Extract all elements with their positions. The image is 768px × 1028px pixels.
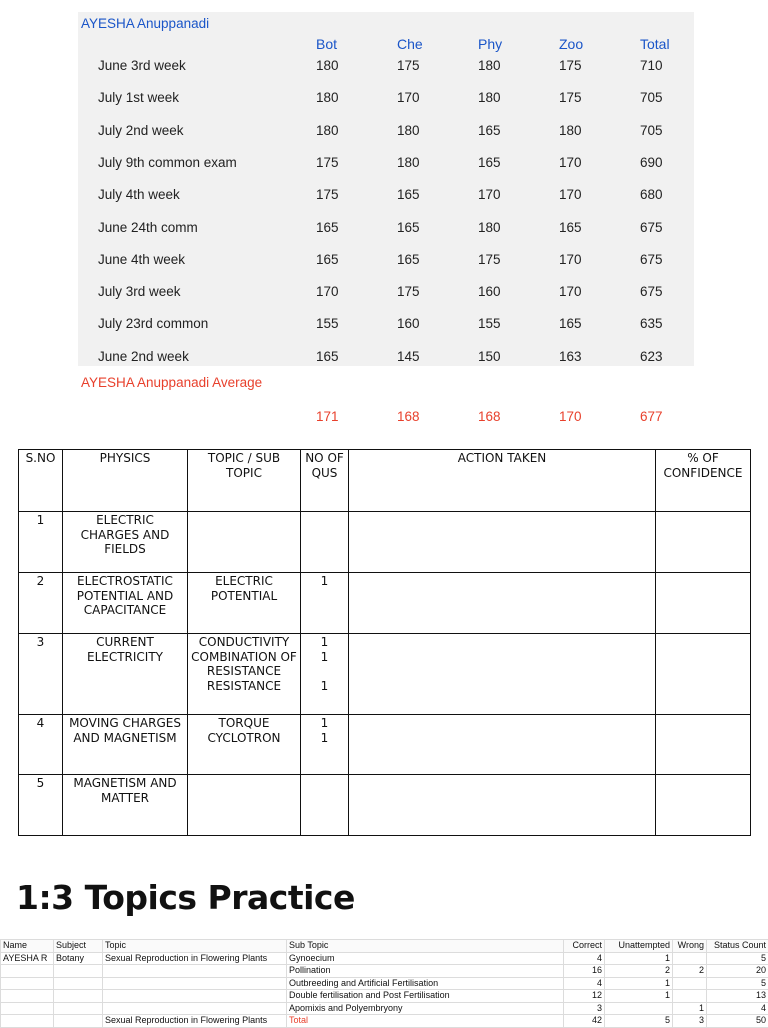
sheet-cell-sub-topic: Outbreeding and Artificial Fertilisation: [287, 977, 564, 990]
score-phy: 180: [478, 58, 501, 73]
score-phy: 155: [478, 316, 501, 331]
sheet-cell-status-count: 5: [707, 952, 768, 965]
score-total: 680: [640, 187, 663, 202]
sheet-col-subject: Subject: [54, 940, 103, 953]
score-zoo: 175: [559, 58, 582, 73]
score-row: [78, 58, 694, 78]
score-total: 705: [640, 123, 663, 138]
physics-row: [19, 573, 751, 634]
sheet-cell-name: [1, 965, 54, 978]
col-topic-header: TOPIC / SUB TOPIC: [188, 450, 301, 512]
score-row-label: July 1st week: [98, 90, 179, 105]
sheet-col-correct: Correct: [564, 940, 605, 953]
sheet-cell-name: [1, 977, 54, 990]
score-che: 145: [397, 349, 420, 364]
score-total: 690: [640, 155, 663, 170]
score-row: [78, 155, 694, 175]
score-zoo: 170: [559, 284, 582, 299]
cell-action: [349, 512, 656, 573]
score-row-label: July 3rd week: [98, 284, 181, 299]
sheet-row: [1, 965, 768, 978]
physics-row: [19, 715, 751, 775]
sheet-cell-subject: [54, 990, 103, 1003]
score-total: 675: [640, 252, 663, 267]
score-bot: 180: [316, 90, 339, 105]
sheet-cell-correct: 16: [564, 965, 605, 978]
cell-confidence: [656, 634, 751, 715]
sheet-cell-name: [1, 990, 54, 1003]
score-zoo: 170: [559, 155, 582, 170]
sheet-row: [1, 1015, 768, 1028]
score-total: 710: [640, 58, 663, 73]
score-row: [78, 284, 694, 304]
score-zoo: 180: [559, 123, 582, 138]
average-row: [78, 409, 694, 429]
score-total: 705: [640, 90, 663, 105]
score-che: 165: [397, 187, 420, 202]
cell-confidence: [656, 775, 751, 836]
sheet-cell-wrong: [673, 977, 707, 990]
physics-row: [19, 512, 751, 573]
sheet-cell-correct: 4: [564, 952, 605, 965]
sheet-row: [1, 977, 768, 990]
sheet-col-name: Name: [1, 940, 54, 953]
score-row-label: June 2nd week: [98, 349, 189, 364]
score-che: 175: [397, 284, 420, 299]
score-bot: 155: [316, 316, 339, 331]
score-phy: 170: [478, 187, 501, 202]
sheet-cell-correct: 4: [564, 977, 605, 990]
sheet-row: [1, 990, 768, 1003]
score-zoo: 170: [559, 252, 582, 267]
physics-table-header-row: [19, 450, 751, 512]
physics-topics-table: [18, 449, 751, 836]
sheet-cell-topic: [103, 1002, 287, 1015]
sheet-cell-status-count: 13: [707, 990, 768, 1003]
cell-topics: CONDUCTIVITY COMBINATION OF RESISTANCE RESISTANCE: [188, 634, 301, 715]
score-row-label: July 4th week: [98, 187, 180, 202]
average-zoo: 170: [559, 409, 582, 424]
sheet-cell-status-count: 5: [707, 977, 768, 990]
cell-topics: [188, 775, 301, 836]
cell-chapter: MOVING CHARGES AND MAGNETISM: [63, 715, 188, 775]
score-bot: 170: [316, 284, 339, 299]
score-row-label: June 24th comm: [98, 220, 198, 235]
sheet-row: [1, 952, 768, 965]
score-phy: 180: [478, 90, 501, 105]
cell-sno: 3: [19, 634, 63, 715]
sheet-cell-subject: Botany: [54, 952, 103, 965]
score-zoo: 163: [559, 349, 582, 364]
physics-row: [19, 775, 751, 836]
sheet-cell-status-count: 50: [707, 1015, 768, 1028]
sheet-cell-status-count: 20: [707, 965, 768, 978]
col-sno-header: S.NO: [19, 450, 63, 512]
sheet-cell-wrong: [673, 990, 707, 1003]
score-bot: 165: [316, 252, 339, 267]
score-bot: 180: [316, 58, 339, 73]
average-bot: 171: [316, 409, 339, 424]
score-row: [78, 316, 694, 336]
score-phy: 180: [478, 220, 501, 235]
score-row: [78, 123, 694, 143]
cell-qus: 1 1 1: [301, 634, 349, 715]
score-total: 623: [640, 349, 663, 364]
col-action-header: ACTION TAKEN: [349, 450, 656, 512]
sheet-cell-unattempted: 1: [605, 990, 673, 1003]
sheet-cell-sub-topic: Gynoecium: [287, 952, 564, 965]
score-bot: 175: [316, 187, 339, 202]
score-zoo: 165: [559, 316, 582, 331]
sheet-cell-topic: Sexual Reproduction in Flowering Plants: [103, 1015, 287, 1028]
score-che: 165: [397, 252, 420, 267]
cell-qus: 1: [301, 573, 349, 634]
sheet-cell-unattempted: [605, 1002, 673, 1015]
sheet-header-row: [1, 940, 768, 953]
sheet-cell-unattempted: 1: [605, 952, 673, 965]
sheet-cell-sub-topic: Total: [287, 1015, 564, 1028]
sheet-cell-topic: [103, 977, 287, 990]
sheet-cell-name: [1, 1002, 54, 1015]
cell-sno: 2: [19, 573, 63, 634]
sheet-col-topic: Topic: [103, 940, 287, 953]
sheet-cell-name: AYESHA R: [1, 952, 54, 965]
sheet-col-unattempted: Unattempted: [605, 940, 673, 953]
score-row-label: July 23rd common: [98, 316, 208, 331]
score-zoo: 170: [559, 187, 582, 202]
col-physics-header: PHYSICS: [63, 450, 188, 512]
cell-chapter: ELECTROSTATIC POTENTIAL AND CAPACITANCE: [63, 573, 188, 634]
cell-action: [349, 715, 656, 775]
score-total: 675: [640, 220, 663, 235]
score-phy: 150: [478, 349, 501, 364]
student-name-header: AYESHA Anuppanadi: [81, 16, 209, 31]
score-phy: 160: [478, 284, 501, 299]
cell-topics: TORQUE CYCLOTRON: [188, 715, 301, 775]
average-label: AYESHA Anuppanadi Average: [81, 375, 262, 390]
cell-sno: 4: [19, 715, 63, 775]
score-row-label: June 4th week: [98, 252, 185, 267]
sheet-cell-unattempted: 5: [605, 1015, 673, 1028]
sheet-cell-subject: [54, 1002, 103, 1015]
sheet-cell-wrong: 3: [673, 1015, 707, 1028]
score-total: 635: [640, 316, 663, 331]
score-bot: 165: [316, 220, 339, 235]
score-total: 675: [640, 284, 663, 299]
cell-action: [349, 573, 656, 634]
score-row: [78, 252, 694, 272]
physics-row: [19, 634, 751, 715]
score-bot: 175: [316, 155, 339, 170]
cell-chapter: CURRENT ELECTRICITY: [63, 634, 188, 715]
sheet-cell-topic: Sexual Reproduction in Flowering Plants: [103, 952, 287, 965]
score-phy: 175: [478, 252, 501, 267]
score-phy: 165: [478, 155, 501, 170]
sheet-row: [1, 1002, 768, 1015]
cell-topics: ELECTRIC POTENTIAL: [188, 573, 301, 634]
score-zoo: 165: [559, 220, 582, 235]
average-che: 168: [397, 409, 420, 424]
score-bot: 180: [316, 123, 339, 138]
sheet-cell-sub-topic: Apomixis and Polyembryony: [287, 1002, 564, 1015]
sheet-cell-correct: 12: [564, 990, 605, 1003]
sheet-cell-subject: [54, 965, 103, 978]
cell-chapter: MAGNETISM AND MATTER: [63, 775, 188, 836]
cell-topics: [188, 512, 301, 573]
score-che: 180: [397, 155, 420, 170]
score-bot: 165: [316, 349, 339, 364]
practice-sheet-table: [0, 939, 768, 1028]
sheet-cell-correct: 3: [564, 1002, 605, 1015]
sheet-cell-correct: 42: [564, 1015, 605, 1028]
sheet-col-wrong: Wrong: [673, 940, 707, 953]
score-row: [78, 187, 694, 207]
sheet-cell-sub-topic: Pollination: [287, 965, 564, 978]
score-che: 165: [397, 220, 420, 235]
score-row: [78, 220, 694, 240]
sheet-cell-topic: [103, 965, 287, 978]
cell-confidence: [656, 512, 751, 573]
sheet-cell-wrong: 2: [673, 965, 707, 978]
sheet-cell-subject: [54, 977, 103, 990]
cell-action: [349, 775, 656, 836]
cell-qus: [301, 512, 349, 573]
score-che: 160: [397, 316, 420, 331]
cell-chapter: ELECTRIC CHARGES AND FIELDS: [63, 512, 188, 573]
sheet-cell-status-count: 4: [707, 1002, 768, 1015]
score-che: 180: [397, 123, 420, 138]
sheet-cell-unattempted: 2: [605, 965, 673, 978]
score-row-label: July 9th common exam: [98, 155, 237, 170]
score-zoo: 175: [559, 90, 582, 105]
cell-qus: 1 1: [301, 715, 349, 775]
score-row: [78, 349, 694, 369]
sheet-cell-subject: [54, 1015, 103, 1028]
sheet-cell-wrong: [673, 952, 707, 965]
score-row-label: June 3rd week: [98, 58, 186, 73]
section-title: 1:3 Topics Practice: [16, 878, 355, 917]
score-row-label: July 2nd week: [98, 123, 184, 138]
sheet-body: [1, 952, 768, 1027]
score-che: 175: [397, 58, 420, 73]
cell-sno: 5: [19, 775, 63, 836]
physics-table-body: [19, 512, 751, 836]
score-row: [78, 90, 694, 110]
sheet-cell-topic: [103, 990, 287, 1003]
cell-qus: [301, 775, 349, 836]
average-total: 677: [640, 409, 663, 424]
sheet-col-status-count: Status Count: [707, 940, 768, 953]
col-confidence-header: % OF CONFIDENCE: [656, 450, 751, 512]
sheet-cell-name: [1, 1015, 54, 1028]
cell-action: [349, 634, 656, 715]
sheet-cell-unattempted: 1: [605, 977, 673, 990]
header-bot: Bot: [316, 36, 337, 52]
header-zoo: Zoo: [559, 36, 583, 52]
sheet-cell-sub-topic: Double fertilisation and Post Fertilisation: [287, 990, 564, 1003]
cell-sno: 1: [19, 512, 63, 573]
score-phy: 165: [478, 123, 501, 138]
average-phy: 168: [478, 409, 501, 424]
scores-panel: [78, 12, 694, 366]
header-phy: Phy: [478, 36, 502, 52]
sheet-cell-wrong: 1: [673, 1002, 707, 1015]
col-qus-header: NO OF QUS: [301, 450, 349, 512]
cell-confidence: [656, 715, 751, 775]
sheet-col-sub-topic: Sub Topic: [287, 940, 564, 953]
cell-confidence: [656, 573, 751, 634]
score-che: 170: [397, 90, 420, 105]
header-total: Total: [640, 36, 670, 52]
header-che: Che: [397, 36, 423, 52]
